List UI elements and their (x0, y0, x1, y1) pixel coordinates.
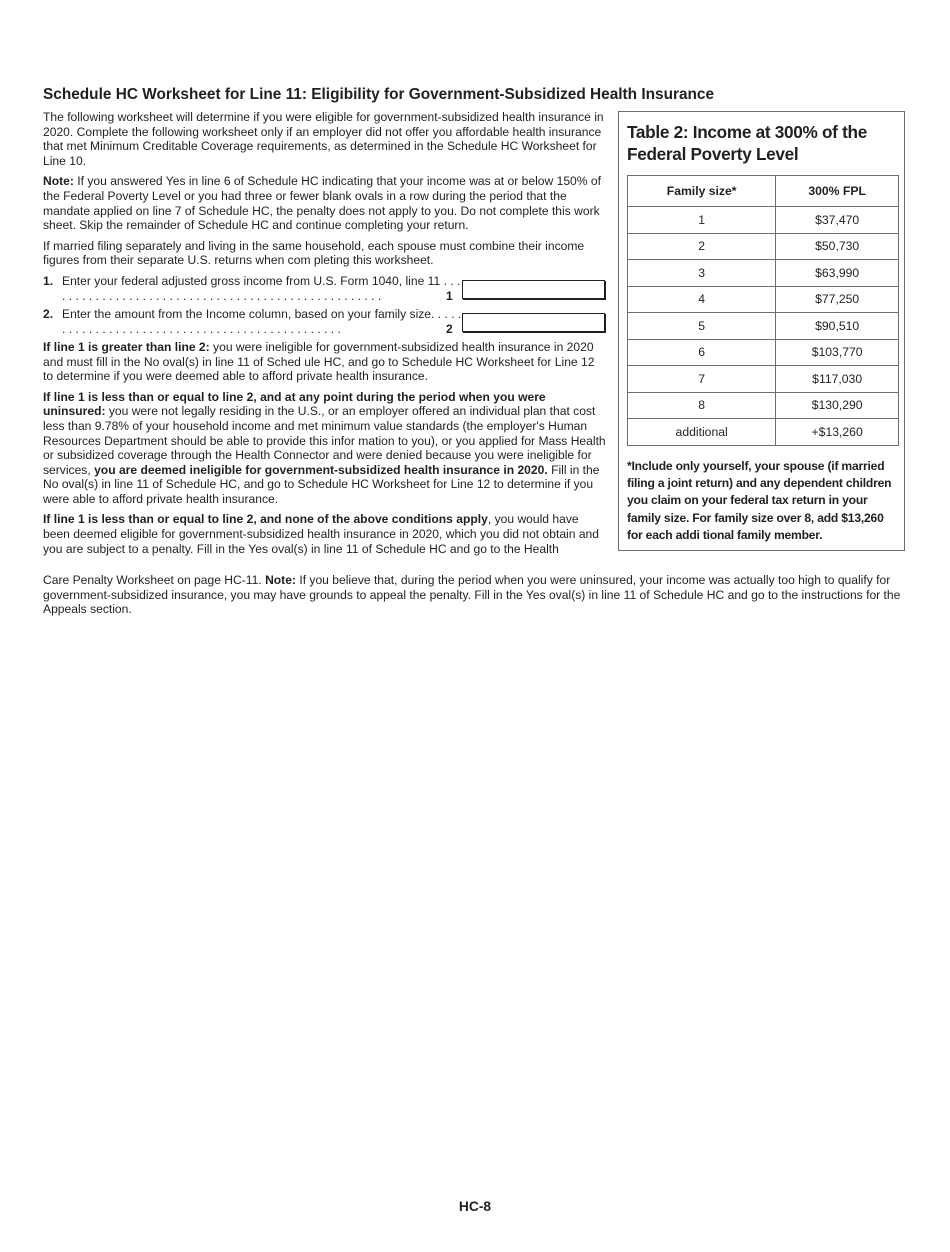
fpl-table (627, 175, 899, 446)
note-text: If you answered Yes in line 6 of Schedule HC indicating that your income was at or below 150% of the Federal Poverty Level or you had three or fewer blank ovals in a row during the period that the mandate applied on line 7 of Schedule HC, the penalty does not apply to you. Do not complete this work sheet. Skip the remainder of Schedule HC and continue completing your return. (43, 174, 601, 233)
line-2-amount-field[interactable] (462, 313, 605, 332)
family-size-cell: 4 (628, 286, 776, 313)
condition-3-paragraph (43, 512, 606, 556)
table-row (628, 313, 899, 340)
table-row (628, 207, 899, 234)
family-size-cell: additional (628, 419, 776, 446)
condition-2-text: you were not legally residing in the U.S., or an employer offered an individual plan that cost less than 9.78% of your household income and met minimum value standards (the employer's Human Resources Department should be able to provide this infor mation to you), or you applied for Mass Health or subsidized coverage through the Health Connector and were denied because you were ineligible for services, (43, 404, 606, 477)
fpl-amount-cell: $37,470 (776, 207, 899, 234)
fpl-amount-cell: $77,250 (776, 286, 899, 313)
family-size-header: Family size* (628, 176, 776, 207)
fpl-amount-cell: $90,510 (776, 313, 899, 340)
table-row (628, 392, 899, 419)
condition-2-heading: If line 1 is less than or equal to line 2, and at any point during the period when you were uninsured: (43, 389, 546, 419)
page-number: HC-8 (458, 1199, 492, 1214)
fpl-table-header-row (628, 176, 899, 207)
fpl-amount-cell: $117,030 (776, 366, 899, 393)
condition-3-text: , you would have been deemed eligible for government-subsidized health insurance in 2020, which you did not obtain and you are subject to a penalty. Fill in the Yes oval(s) in line 11 of Schedule HC and go to the Health (43, 512, 600, 556)
table-row (628, 260, 899, 287)
line-1-number: 1. (43, 273, 54, 288)
fpl-amount-cell: $103,770 (776, 339, 899, 366)
note-paragraph (43, 174, 606, 232)
worksheet-title: Schedule HC Worksheet for Line 11: Eligibility for Government-Subsidized Health Insurance (43, 86, 715, 103)
line-1-text: Enter your federal adjusted gross income from U.S. Form 1040, line 11 . . . . . . . . . . . . . . . . . . . . . . . . . . . . . . . . . . . . . . . . . . . . . . . . . . . (62, 273, 461, 303)
family-size-cell: 5 (628, 313, 776, 340)
fpl-amount-cell: $63,990 (776, 260, 899, 287)
family-size-cell: 2 (628, 233, 776, 260)
condition-1-text: you were ineligible for government-subsidized health insurance in 2020 and must fill in the No oval(s) in line 11 of Sched ule HC, and go to Schedule HC Worksheet for Line 12 to determine if you were deemed able to afford private health insurance. (43, 339, 595, 384)
line-2-label: 2 (446, 321, 453, 336)
table-row (628, 286, 899, 313)
condition-2-instructions: Fill in the No oval(s) in line 11 of Schedule HC, and go to Schedule HC Worksheet for Line 12 to determine if you were able to afford private health insurance. (43, 462, 600, 506)
married-paragraph: If married filing separately and living in the same household, each spouse must combine their income figures from their separate U.S. returns when com pleting this worksheet. (43, 238, 585, 268)
condition-2-emphasis: you are deemed ineligible for government-subsidized health insurance in 2020. (94, 462, 548, 477)
line-2-number: 2. (43, 306, 54, 321)
table-row (628, 366, 899, 393)
fpl-amount-cell: +$13,260 (776, 419, 899, 446)
fpl-300-header: 300% FPL (776, 176, 899, 207)
condition-1-heading: If line 1 is greater than line 2: (43, 339, 210, 354)
fpl-amount-cell: $50,730 (776, 233, 899, 260)
line-1-amount-field[interactable] (462, 280, 605, 299)
condition-1-paragraph (43, 340, 606, 384)
condition-3-note-text: If you believe that, during the period when you were uninsured, your income was actually too high to qualify for government-subsidized insurance, you may have grounds to appeal the penalty. Fill in the Yes oval(s) in line 11 of Schedule HC and go to the instructions for the Appeals section. (43, 573, 901, 617)
intro-paragraph: The following worksheet will determine if you were eligible for government-subsidized health insurance in 2020. Complete the following worksheet only if an employer did not offer you affordable health insurance that met Minimum Creditable Coverage requirements, as determined in the Schedule HC Worksheet for Line 10. (43, 110, 604, 168)
table-2-title: Table 2: Income at 300% of the Federal Poverty Level (627, 122, 867, 164)
family-size-cell: 8 (628, 392, 776, 419)
line-2 (43, 307, 606, 337)
family-size-cell: 1 (628, 207, 776, 234)
fpl-amount-cell: $130,290 (776, 392, 899, 419)
family-size-cell: 6 (628, 339, 776, 366)
table-2-sidebar (618, 111, 905, 551)
condition-2-paragraph (43, 390, 606, 507)
note-label: Note: (43, 174, 74, 189)
worksheet-body (43, 110, 606, 562)
condition-3-note-label: Note: (265, 573, 296, 587)
line-1-label: 1 (446, 288, 453, 303)
family-size-cell: 3 (628, 260, 776, 287)
family-size-cell: 7 (628, 366, 776, 393)
condition-3-heading: If line 1 is less than or equal to line 2, and none of the above conditions apply (43, 512, 488, 527)
line-1 (43, 274, 606, 304)
table-2-footnote: *Include only yourself, your spouse (if married filing a joint return) and any dependent children you claim on your federal tax return in your family size. For family size over 8, add $13,260 for each addi tional family member. (627, 459, 892, 542)
table-row (628, 419, 899, 446)
condition-3-continued (43, 573, 909, 617)
table-row (628, 339, 899, 366)
condition-3-text-continued: Care Penalty Worksheet on page HC-11. (43, 573, 266, 587)
table-row (628, 233, 899, 260)
line-2-text: Enter the amount from the Income column, based on your family size. . . . . . . . . . . . . . . . . . . . . . . . . . . . . . . . . . . . . . . . . . . . . . . (62, 306, 462, 336)
